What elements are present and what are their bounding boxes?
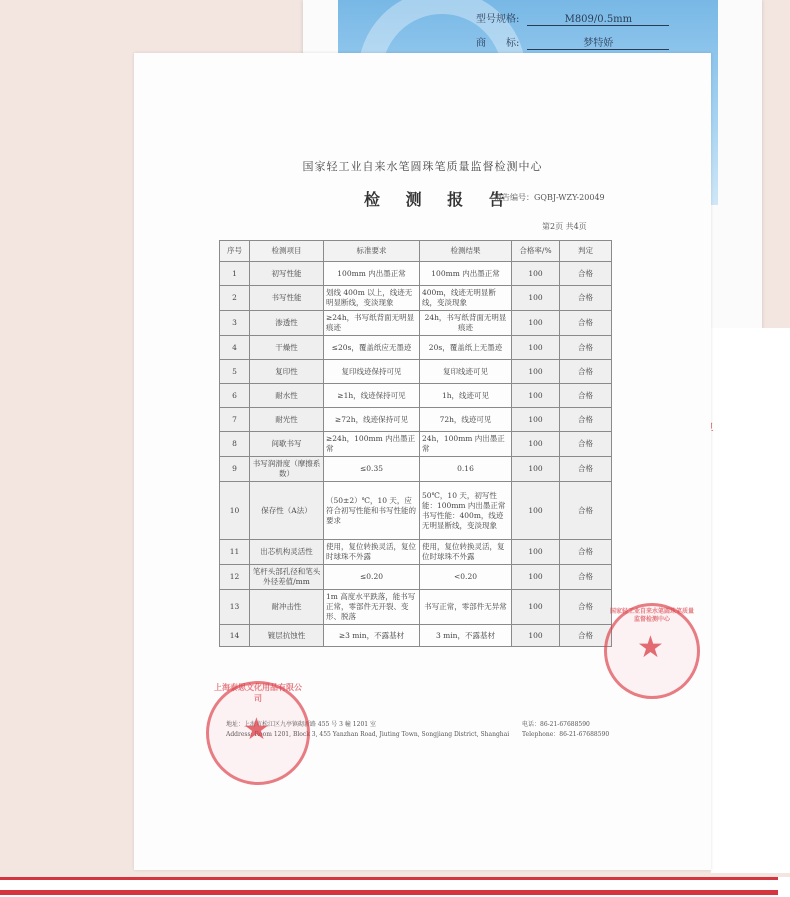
cell-no: 1 — [220, 262, 250, 286]
cell-req: 1m 高度水平跌落，能书写正常，零部件无开裂、变形、脱落 — [324, 590, 420, 625]
header-cell: 合格率/% — [512, 241, 560, 262]
table-row — [220, 262, 612, 286]
cell-no: 5 — [220, 360, 250, 384]
cover-brand-row — [476, 34, 669, 50]
cell-item: 耐水性 — [250, 384, 324, 408]
company-seal — [206, 681, 310, 785]
cell-rate: 100 — [512, 625, 560, 647]
cell-item: 镀层抗蚀性 — [250, 625, 324, 647]
cell-item: 初写性能 — [250, 262, 324, 286]
side-document — [711, 328, 790, 873]
cell-no: 4 — [220, 336, 250, 360]
cell-verdict: 合格 — [560, 336, 612, 360]
cell-res: 0.16 — [420, 457, 512, 482]
cell-req: ≥24h，100mm 内出墨正常 — [324, 432, 420, 457]
cell-req: （50±2）℃，10 天，应符合初写性能和书写性能的要求 — [324, 482, 420, 540]
cell-item: 干燥性 — [250, 336, 324, 360]
table-row — [220, 457, 612, 482]
cell-no: 7 — [220, 408, 250, 432]
tel-en: Telephone：86-21-67688590 — [522, 731, 610, 738]
cell-item: 出芯机构灵活性 — [250, 540, 324, 565]
cell-req: ≥3 min，不露基材 — [324, 625, 420, 647]
cell-verdict: 合格 — [560, 311, 612, 336]
cell-req: ≥1h，线迹保持可见 — [324, 384, 420, 408]
cell-verdict: 合格 — [560, 432, 612, 457]
table-row — [220, 482, 612, 540]
cell-rate: 100 — [512, 565, 560, 590]
table-row — [220, 384, 612, 408]
seal-star-icon: ★ — [243, 712, 270, 747]
table-row — [220, 590, 612, 625]
cell-verdict: 合格 — [560, 360, 612, 384]
cell-item: 耐冲击性 — [250, 590, 324, 625]
cell-req: 100mm 内出墨正常 — [324, 262, 420, 286]
address-en: Address: Room 1201, Block 3, 455 Yanzhan Road, Jiuting Town, Songjiang District, Shanghai — [226, 731, 510, 738]
cell-verdict: 合格 — [560, 540, 612, 565]
cell-rate: 100 — [512, 336, 560, 360]
cell-rate: 100 — [512, 286, 560, 311]
cell-rate: 100 — [512, 540, 560, 565]
tel-cn: 电话：86-21-67688590 — [522, 721, 590, 728]
cell-rate: 100 — [512, 457, 560, 482]
cell-res: 书写正常，零部件无异常 — [420, 590, 512, 625]
cell-verdict: 合格 — [560, 482, 612, 540]
cell-req: ≥72h，线迹保持可见 — [324, 408, 420, 432]
cover-brand-label: 商 标: — [476, 38, 520, 49]
cell-no: 10 — [220, 482, 250, 540]
cell-no: 11 — [220, 540, 250, 565]
cell-verdict: 合格 — [560, 286, 612, 311]
cell-verdict: 合格 — [560, 262, 612, 286]
cell-rate: 100 — [512, 384, 560, 408]
cell-res: 72h，线迹可见 — [420, 408, 512, 432]
bottom-divider-thin — [0, 877, 778, 880]
table-row — [220, 408, 612, 432]
cell-rate: 100 — [512, 262, 560, 286]
report-table — [219, 240, 612, 647]
cell-res: 1h，线迹可见 — [420, 384, 512, 408]
cell-item: 耐光性 — [250, 408, 324, 432]
table-row — [220, 565, 612, 590]
cell-rate: 100 — [512, 311, 560, 336]
cell-item: 渗透性 — [250, 311, 324, 336]
cell-no: 8 — [220, 432, 250, 457]
report-org: 国家轻工业自来水笔圆珠笔质量监督检测中心 — [302, 160, 543, 173]
cell-req: ≥24h，书写纸背面无明显痕迹 — [324, 311, 420, 336]
cell-res: 400m，线迹无明显断线，变淡现象 — [420, 286, 512, 311]
cover-model-value: M809/0.5mm — [527, 14, 669, 26]
cell-req: ≤0.35 — [324, 457, 420, 482]
table-row — [220, 286, 612, 311]
cover-brand-value: 梦特娇 — [527, 34, 669, 50]
cell-no: 13 — [220, 590, 250, 625]
report-page — [134, 53, 711, 870]
cell-req: ≤20s，覆盖纸应无墨迹 — [324, 336, 420, 360]
report-title: 检 测 报 告 — [364, 190, 515, 209]
cell-rate: 100 — [512, 432, 560, 457]
header-cell: 判定 — [560, 241, 612, 262]
seal-text: 上海泰思文化用品有限公司 — [214, 682, 302, 703]
cell-verdict: 合格 — [560, 457, 612, 482]
cell-item: 间歇书写 — [250, 432, 324, 457]
cell-rate: 100 — [512, 590, 560, 625]
header-cell: 检测结果 — [420, 241, 512, 262]
cell-item: 书写润滑度（摩擦系数） — [250, 457, 324, 482]
cell-res: 50℃，10 天，初写性能：100mm 内出墨正常 书写性能：400m，线迹无明显断线，变淡现象 — [420, 482, 512, 540]
cell-no: 3 — [220, 311, 250, 336]
table-row — [220, 336, 612, 360]
cell-res: 100mm 内出墨正常 — [420, 262, 512, 286]
cell-verdict: 合格 — [560, 590, 612, 625]
cell-res: 24h，100mm 内出墨正常 — [420, 432, 512, 457]
cover-model-label: 型号规格: — [476, 14, 520, 25]
cell-no: 6 — [220, 384, 250, 408]
cell-no: 9 — [220, 457, 250, 482]
cell-res: 复印线迹可见 — [420, 360, 512, 384]
cell-req: 划线 400m 以上，线迹无明显断线，变淡现象 — [324, 286, 420, 311]
cell-req: ≤0.20 — [324, 565, 420, 590]
header-cell: 检测项目 — [250, 241, 324, 262]
cell-verdict: 合格 — [560, 408, 612, 432]
cell-res: <0.20 — [420, 565, 512, 590]
address-cn: 地址：上海市松江区九亭镇砌新路 455 号 3 幢 1201 室 — [226, 721, 376, 728]
table-row — [220, 432, 612, 457]
table-row — [220, 625, 612, 647]
table-row — [220, 311, 612, 336]
seal-text: 国家轻工业自来水笔圆珠笔质量监督检测中心 — [609, 608, 694, 623]
cover-model-row — [476, 10, 669, 26]
cell-verdict: 合格 — [560, 384, 612, 408]
cell-item: 复印性 — [250, 360, 324, 384]
cell-item: 笔杆头部孔径和笔头外径差值/mm — [250, 565, 324, 590]
cell-item: 保存性（A法） — [250, 482, 324, 540]
cell-res: 3 min，不露基材 — [420, 625, 512, 647]
cell-res: 使用，复位转换灵活，复位时球珠不外露 — [420, 540, 512, 565]
table-header-row — [220, 241, 612, 262]
header-cell: 标准要求 — [324, 241, 420, 262]
report-page-number: 第2页 共4页 — [542, 222, 587, 231]
cell-no: 12 — [220, 565, 250, 590]
footer-telephone — [522, 720, 652, 740]
report-number: 报告编号：GQBJ-WZY-20049 — [494, 193, 605, 202]
bottom-divider-thick — [0, 890, 778, 895]
cell-res: 24h，书写纸背面无明显痕迹 — [420, 311, 512, 336]
cell-no: 2 — [220, 286, 250, 311]
cell-req: 复印线迹保持可见 — [324, 360, 420, 384]
cell-req: 使用，复位转换灵活，复位时球珠不外露 — [324, 540, 420, 565]
inspection-seal — [604, 603, 700, 699]
seal-star-icon: ★ — [637, 630, 664, 665]
cell-rate: 100 — [512, 482, 560, 540]
header-cell: 序号 — [220, 241, 250, 262]
cell-rate: 100 — [512, 408, 560, 432]
cell-item: 书写性能 — [250, 286, 324, 311]
cell-verdict: 合格 — [560, 565, 612, 590]
cell-no: 14 — [220, 625, 250, 647]
cell-res: 20s，覆盖纸上无墨迹 — [420, 336, 512, 360]
table-row — [220, 540, 612, 565]
table-row — [220, 360, 612, 384]
cell-verdict: 合格 — [560, 625, 612, 647]
cell-rate: 100 — [512, 360, 560, 384]
